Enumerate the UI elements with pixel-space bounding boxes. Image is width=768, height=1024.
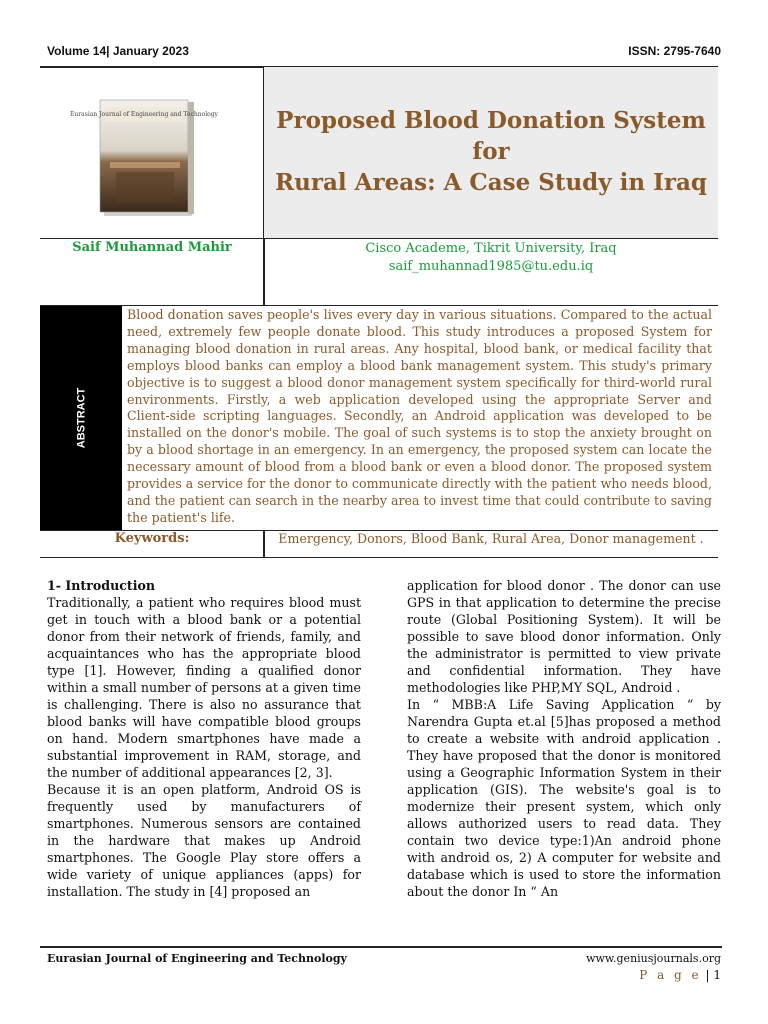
- section-heading-introduction: 1- Introduction: [47, 578, 156, 593]
- page-word: P a g e: [639, 968, 702, 982]
- title-bottom-rule: [40, 238, 718, 239]
- footer-rule: [40, 946, 722, 948]
- author-name: Saif Muhannad Mahir: [72, 240, 232, 255]
- page-num: | 1: [705, 968, 721, 982]
- footer-url[interactable]: www.geniusjournals.org: [586, 952, 721, 965]
- paper-title: [264, 105, 718, 198]
- affiliation-email: saif_muhannad1985@tu.edu.iq: [388, 259, 594, 274]
- paragraph: Because it is an open platform, Android OS is frequently used by manufacturers of smartphones. Numerous sensors are contained in the hardware that makes up Android smartphones. The Google Play store offers a wide variety of unique appliances (apps) for installation. The study in [4] proposed an: [47, 782, 361, 899]
- paragraph: Traditionally, a patient who requires blood must get in touch with a blood bank or a potential donor from their network of friends, family, and acquaintances who has the appropriate blood type [1]. However, finding a qualified donor within a small number of persons at a given time is challenging. There is also no assurance that blood banks will have compatible blood groups on hand. Modern smartphones have made a substantial improvement in RAM, storage, and the number of additional appearances [2, 3].: [47, 595, 361, 780]
- body-column-right: [407, 577, 721, 900]
- abstract-label-wrap: [40, 306, 122, 530]
- cover-title-text: Eurasian Journal of Engineering and Technology: [70, 111, 218, 118]
- affiliation: [264, 240, 718, 276]
- title-line-1: Proposed Blood Donation System for: [276, 107, 706, 165]
- abstract-text: Blood donation saves people's lives every day in various situations. Compared to the actual need, extremely few people donate blood. This study introduces a proposed System for managing blood donation in rural areas. Any hospital, blood bank, or medical facility that employs blood banks can employ a blood bank management system. This study's primary objective is to suggest a blood donor management system specifically for third-world rural environments. Firstly, a web application developed using the appropriate Server and Client-side scripting languages. Secondly, an Android application was developed to be installed on the donor's mobile. The goal of such systems is to stop the anxiety brought on by a blood shortage in an emergency. In an emergency, the proposed system can locate the necessary amount of blood from a blood bank or even a blood donor. The proposed system provides a service for the donor to communicate directly with the patient who needs blood, and the patient can search in the nearby area to invest time that could contribute to saving the patient's life.: [127, 307, 712, 525]
- keywords-bottom-rule: [40, 557, 718, 558]
- footer-journal-name: Eurasian Journal of Engineering and Technology: [47, 952, 347, 965]
- issn: ISSN: 2795-7640: [628, 44, 721, 58]
- keywords-text: Emergency, Donors, Blood Bank, Rural Area, Donor management .: [278, 531, 704, 546]
- paragraph: application for blood donor . The donor can use GPS in that application to determine the precise route (Global Positioning System). It will be possible to save blood donor information. Only the administrator is permitted to view private and confidential information. They have methodologies like PHP,MY SQL, Android .: [407, 578, 721, 695]
- abstract-label: ABSTRACT: [75, 387, 87, 449]
- keywords-label: Keywords:: [114, 531, 190, 546]
- paragraph: In “ MBB:A Life Saving Application “ by Narendra Gupta et.al [5]has proposed a method to create a website with android application . They have proposed that the donor is monitored using a Geographic Information System in their application (GIS). The website's goal is to modernize their present system, which only allows authorized users to read data. They contain two device type:1)An android phone with android os, 2) A computer for website and database which is used to store the information about the donor In “ An: [407, 697, 721, 899]
- title-line-2: Rural Areas: A Case Study in Iraq: [275, 169, 707, 196]
- journal-cover-image: [70, 98, 218, 220]
- abstract-top-rule: [40, 305, 718, 306]
- affiliation-institution: Cisco Academe, Tikrit University, Iraq: [365, 241, 617, 256]
- page-number: [639, 968, 721, 982]
- body-column-left: [47, 577, 361, 900]
- volume-info: Volume 14| January 2023: [47, 44, 189, 58]
